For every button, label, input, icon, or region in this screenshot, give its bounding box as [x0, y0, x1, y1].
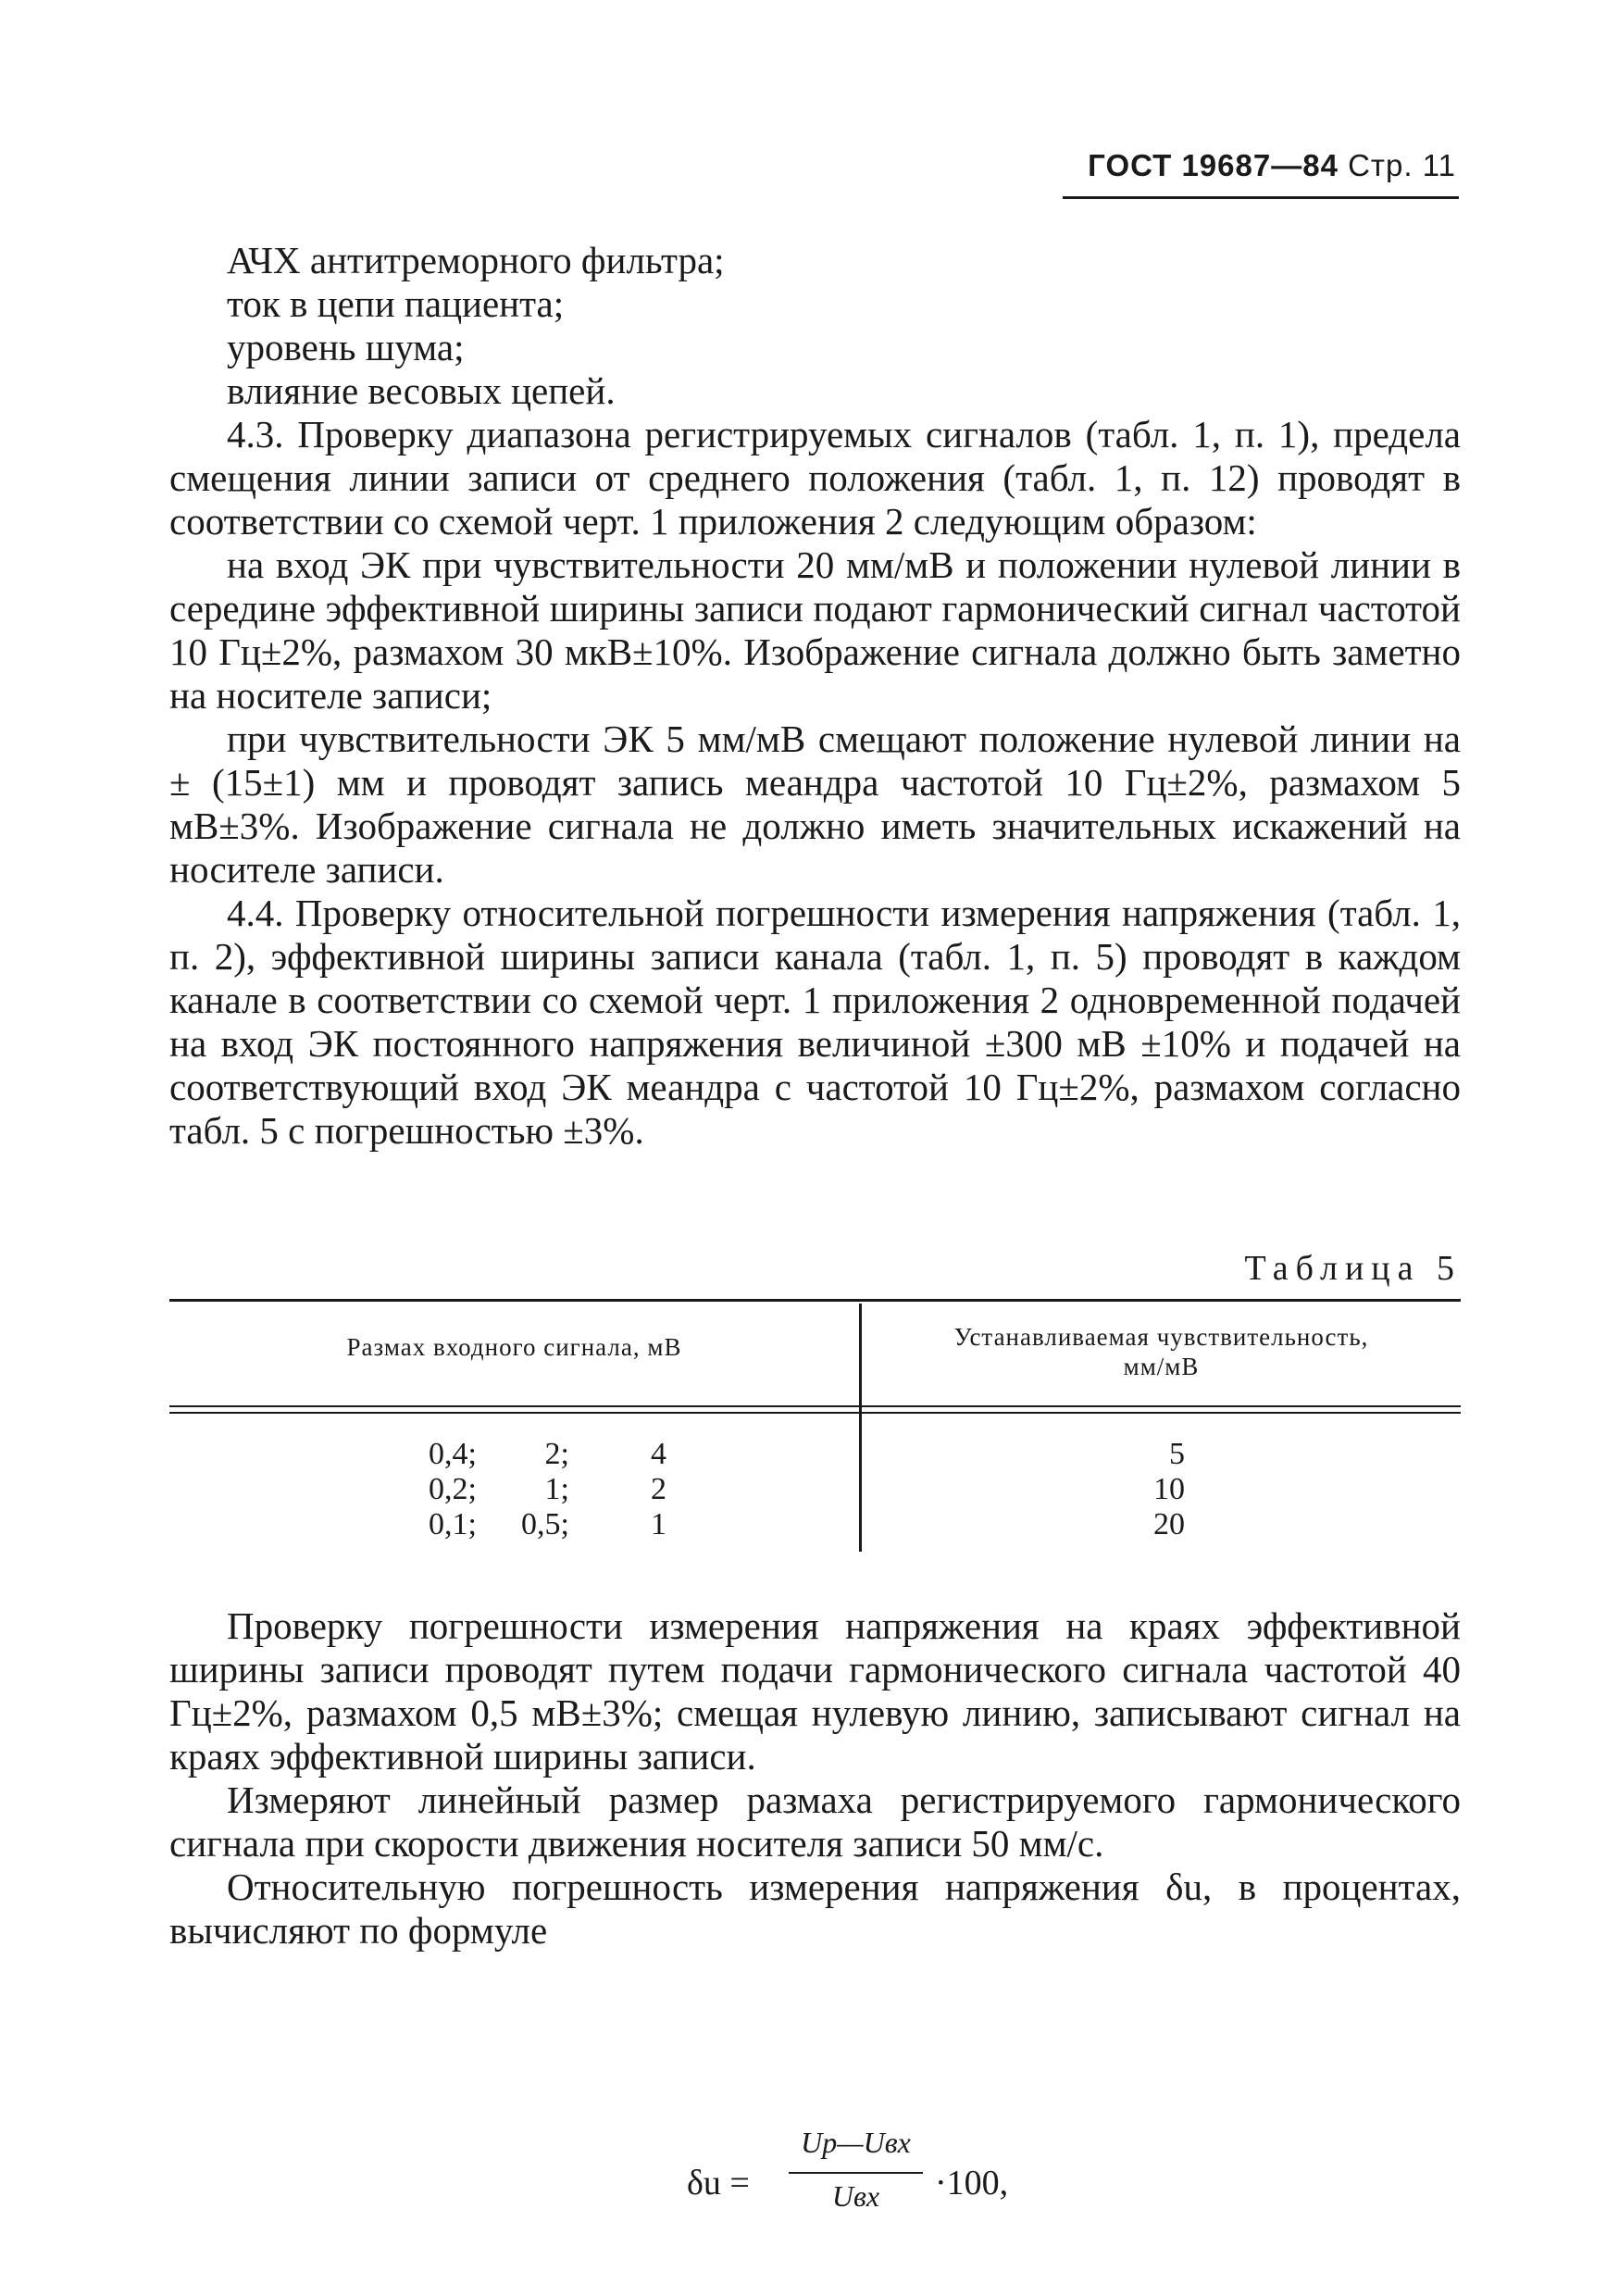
table-header-rule: [169, 1405, 1461, 1407]
table-header-rule: [169, 1412, 1461, 1414]
formula-lhs: δu =: [687, 2164, 750, 2202]
paragraph-4-3: 4.3. Проверку диапазона регистрируемых сигналов (табл. 1, п. 1), предела смещения линии записи от среднего положения (табл. 1, п. 12) проводят в соответствии со схемой черт. 1 приложения 2 следующим образом:: [169, 413, 1461, 543]
table-header-line: Устанавливаемая чувствительность,: [953, 1323, 1369, 1351]
formula-fraction: [789, 2126, 923, 2214]
table-cell: 4: [651, 1437, 666, 1471]
table-cell: 0,5;: [521, 1507, 569, 1541]
table-cell: 1: [651, 1507, 666, 1541]
table-row: [389, 1507, 666, 1542]
table-cell: 10: [1153, 1472, 1185, 1506]
formula-denominator: Uвх: [831, 2179, 880, 2213]
list-item: влияние весовых цепей.: [227, 369, 616, 412]
table-cell: 2: [651, 1472, 666, 1506]
table-cell: 0,1;: [429, 1507, 477, 1541]
formula-rhs: ·100,: [935, 2164, 1009, 2202]
doc-number: ГОСТ 19687—84: [1088, 148, 1339, 182]
body-text-bottom: [169, 1604, 1461, 1953]
paragraph: Измеряют линейный размер размаха регистрируемого гармонического сигнала при скорости движения носителя записи 50 мм/с.: [169, 1778, 1461, 1865]
paragraph: Относительную погрешность измерения напряжения δu, в процентах, вычисляют по формуле: [169, 1866, 1461, 1952]
header-rule: [1063, 196, 1459, 199]
formula-numerator: Uр—Uвх: [801, 2126, 911, 2159]
table-cell: 0,2;: [429, 1472, 477, 1506]
table-rule: [169, 1299, 1461, 1302]
paragraph: Проверку погрешности измерения напряжения на краях эффективной ширины записи проводят путем подачи гармонического сигнала частотой 40 Гц±2%, размахом 0,5 мВ±3%; смещая нулевую линию, записывают сигнал на краях эффективной ширины записи.: [169, 1604, 1461, 1778]
fraction-bar: [789, 2172, 923, 2174]
body-text-top: [169, 239, 1461, 1153]
list-item: ток в цепи пациента;: [227, 282, 565, 325]
table-title: Таблица 5: [1244, 1249, 1462, 1288]
paragraph-4-4: 4.4. Проверку относительной погрешности измерения напряжения (табл. 1, п. 2), эффективной ширины записи канала (табл. 1, п. 5) проводят в каждом канале в соответствии со схемой черт. 1 приложения 2 одновременной подачей на вход ЭК постоянного напряжения величиной ±300 мВ ±10% и подачей на соответствующий вход ЭК меандра с частотой 10 Гц±2%, размахом согласно табл. 5 с погрешностью ±3%.: [169, 892, 1461, 1152]
page-number: Стр. 11: [1348, 148, 1456, 182]
table-header-line: мм/мВ: [1123, 1353, 1200, 1380]
table-cell: 1;: [544, 1472, 569, 1506]
list-item: уровень шума;: [227, 326, 465, 368]
table-row: [389, 1472, 666, 1507]
paragraph: при чувствительности ЭК 5 мм/мВ смещают положение нулевой линии на ± (15±1) мм и проводят запись меандра частотой 10 Гц±2%, размахом 5 мВ±3%. Изображение сигнала не должно иметь значительных искажений на носителе записи.: [169, 718, 1461, 891]
table-cell: 0,4;: [429, 1437, 477, 1471]
table-header-sensitivity: [862, 1322, 1461, 1381]
paragraph: на вход ЭК при чувствительности 20 мм/мВ и положении нулевой линии в середине эффективной ширины записи подают гармонический сигнал частотой 10 Гц±2%, размахом 30 мкВ±10%. Изображение сигнала должно быть заметно на носителе записи;: [169, 543, 1461, 717]
table-row: [389, 1437, 666, 1472]
list-item: АЧХ антитреморного фильтра;: [227, 239, 725, 281]
table-cell: 20: [1153, 1507, 1185, 1541]
table-header-signal: Размах входного сигнала, мВ: [346, 1333, 682, 1361]
page-header: [1088, 148, 1456, 183]
table-cell: 2;: [544, 1437, 569, 1471]
table-cell: 5: [1169, 1437, 1185, 1471]
